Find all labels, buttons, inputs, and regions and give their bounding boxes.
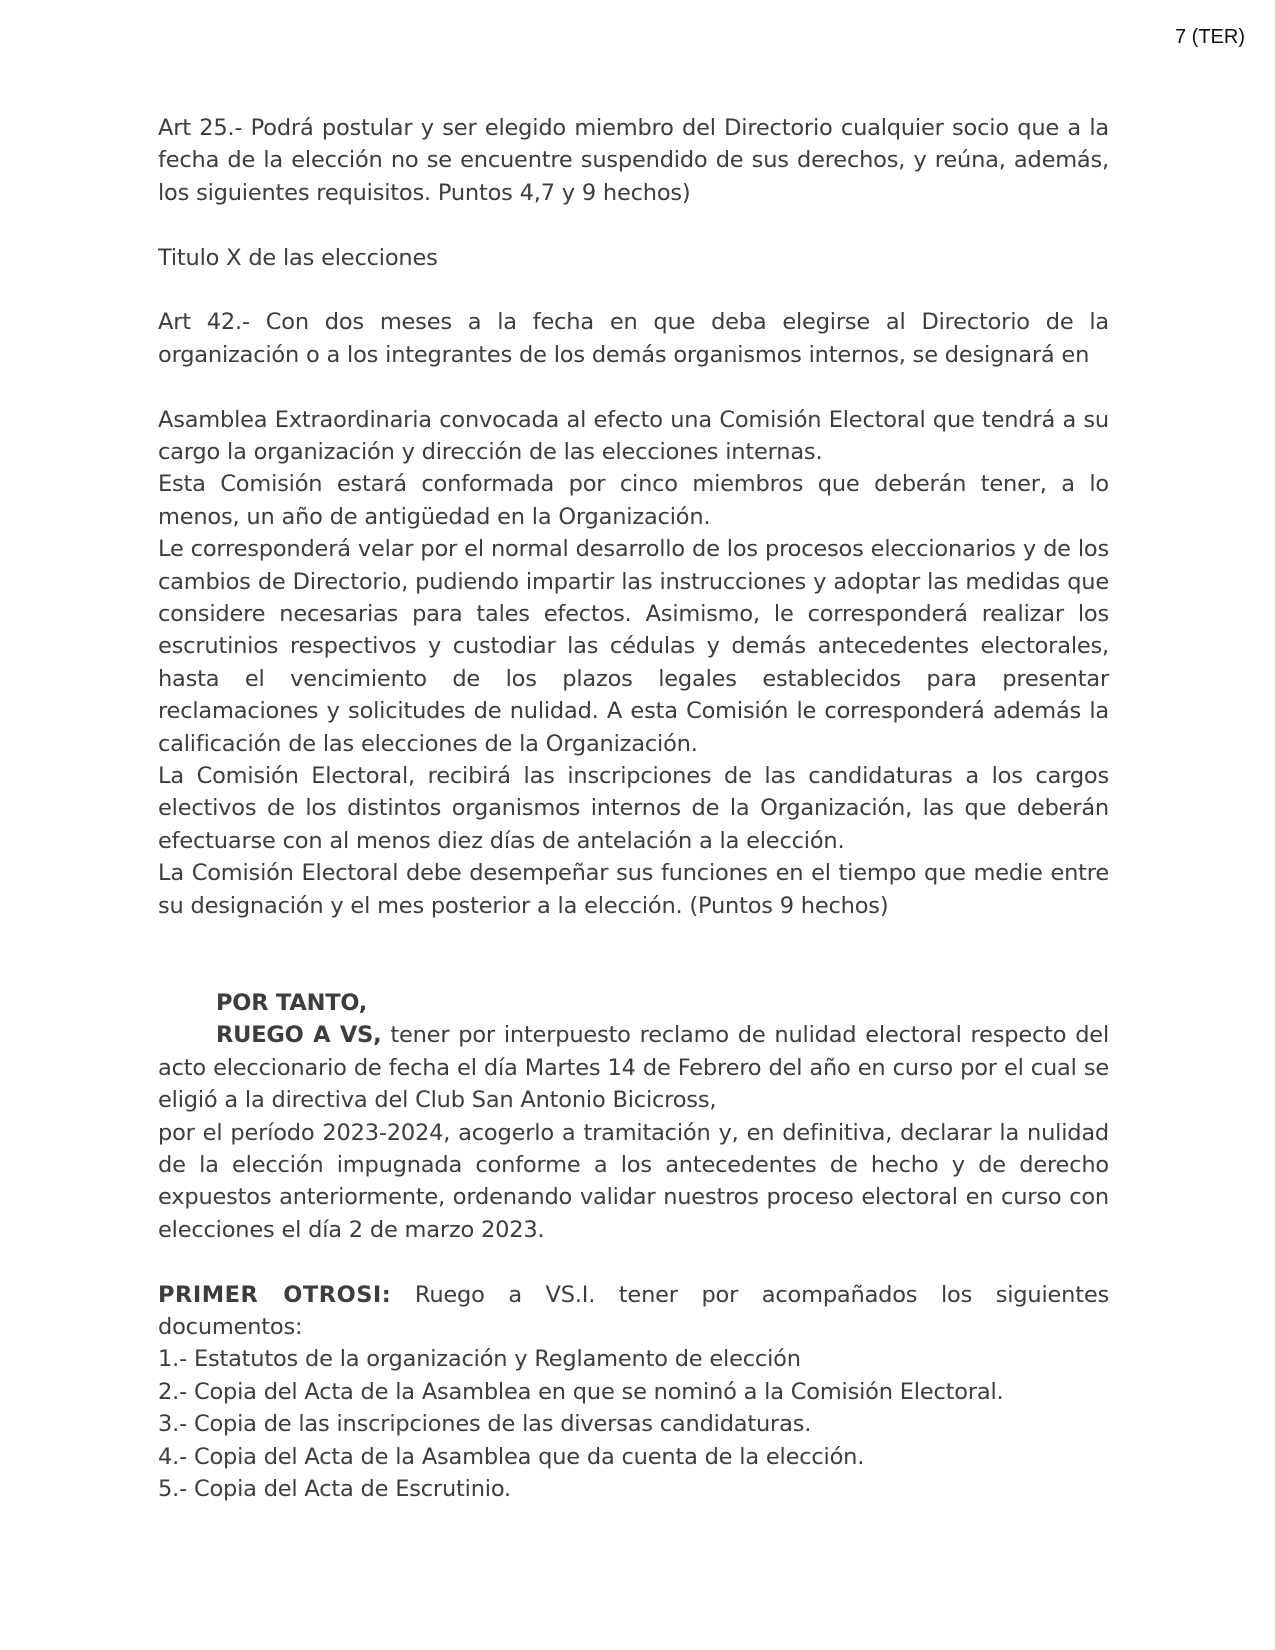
- document-list-item: 5.- Copia del Acta de Escrutinio.: [158, 1475, 511, 1502]
- asamblea-paragraph-4: La Comisión Electoral, recibirá las inscripciones de las candidaturas a los cargos electivos de los distintos organismos internos de la Organización, las que deberán efectuarse con al menos diez días de antelación a la elección.: [158, 763, 1109, 854]
- document-list-item: 3.- Copia de las inscripciones de las diversas candidaturas.: [158, 1411, 812, 1438]
- article-42: Art 42.- Con dos meses a la fecha en que deba elegirse al Directorio de la organización o a los integrantes de los demás organismos internos, se designará en: [158, 309, 1109, 368]
- asamblea-paragraph-2: Esta Comisión estará conformada por cinco miembros que deberán tener, a lo menos, un año de antigüedad en la Organización.: [158, 471, 1109, 530]
- ruego-paragraph: [158, 1019, 1109, 1116]
- primer-otrosi-paragraph: [158, 1279, 1109, 1344]
- asamblea-paragraph-1: Asamblea Extraordinaria convocada al efecto una Comisión Electoral que tendrá a su cargo la organización y dirección de las elecciones internas.: [158, 406, 1109, 466]
- document-body: [158, 112, 1109, 1505]
- document-list-item: 1.- Estatutos de la organización y Reglamento de elección: [158, 1346, 801, 1373]
- article-25: Art 25.- Podrá postular y ser elegido miembro del Directorio cualquier socio que a la fecha de la elección no se encuentre suspendido de sus derechos, y reúna, además, los siguientes requisitos. Puntos 4,7 y 9 hechos): [158, 115, 1109, 206]
- asamblea-paragraph-5: La Comisión Electoral debe desempeñar sus funciones en el tiempo que medie entre su designación y el mes posterior a la elección. (Puntos 9 hechos): [158, 860, 1109, 919]
- document-list-item: 4.- Copia del Acta de la Asamblea que da cuenta de la elección.: [158, 1443, 865, 1470]
- primer-otrosi-label: PRIMER OTROSI:: [158, 1281, 392, 1308]
- section-heading-titulo-x: Titulo X de las elecciones: [158, 244, 438, 271]
- por-tanto-heading: POR TANTO,: [216, 989, 368, 1016]
- document-list-item: 2.- Copia del Acta de la Asamblea en que se nominó a la Comisión Electoral.: [158, 1378, 1004, 1405]
- periodo-paragraph: por el período 2023-2024, acogerlo a tramitación y, en definitiva, declarar la nulidad de la elección impugnada conforme a los antecedentes de hecho y de derecho expuestos anteriormente, ordenando validar nuestros proceso electoral en curso con elecciones el día 2 de marzo 2023.: [158, 1119, 1109, 1243]
- ruego-text: tener por interpuesto reclamo de nulidad electoral respecto del acto eleccionario de fecha el día Martes 14 de Febrero del año en curso por el cual se eligió a la directiva del Club San Antonio Bicicross,: [158, 1022, 1109, 1114]
- asamblea-paragraph-3: Le corresponderá velar por el normal desarrollo de los procesos eleccionarios y de los cambios de Directorio, pudiendo impartir las instrucciones y adoptar las medidas que considere necesarias para tales efectos. Asimismo, le corresponderá realizar los escrutinios respectivos y custodiar las cédulas y demás antecedentes electorales, hasta el vencimiento de los plazos legales establecidos para presentar reclamaciones y solicitudes de nulidad. A esta Comisión le corresponderá además la calificación de las elecciones de la Organización.: [158, 536, 1109, 757]
- primer-otrosi-text: Ruego a VS.I. tener por acompañados los siguientes documentos:: [158, 1281, 1109, 1340]
- ruego-label: RUEGO A VS,: [216, 1022, 382, 1049]
- page-number: 7 (TER): [1175, 26, 1245, 48]
